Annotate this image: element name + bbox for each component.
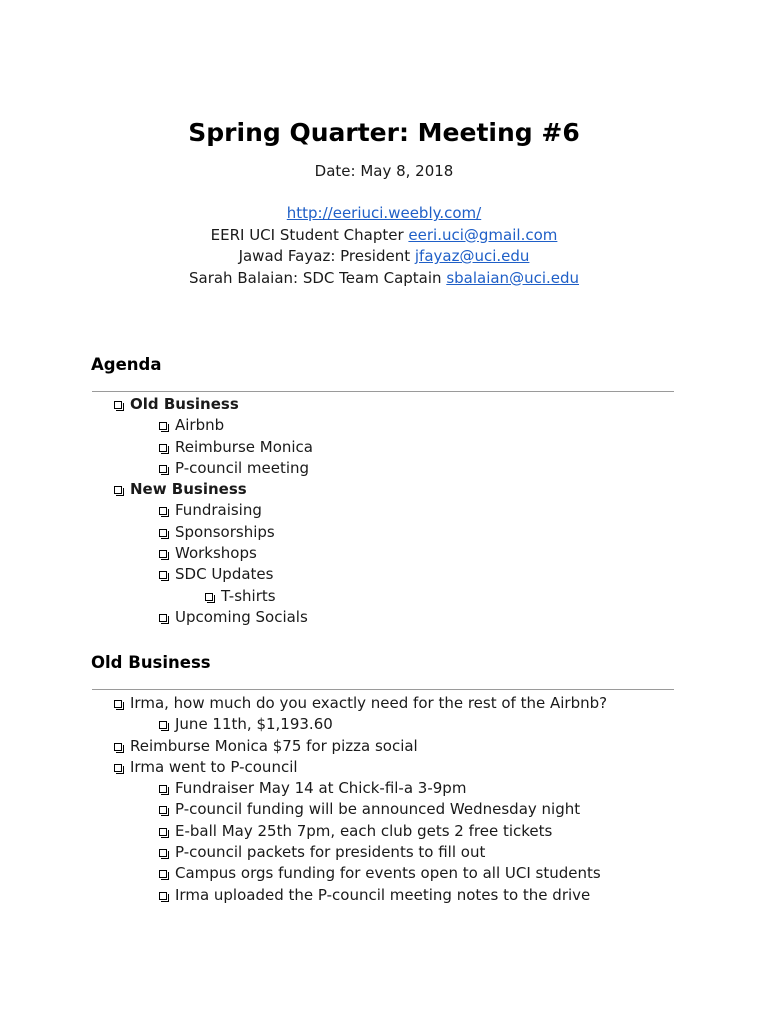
checkbox-shadow-icon — [159, 529, 167, 537]
agenda-divider — [92, 391, 674, 392]
page-title: Spring Quarter: Meeting #6 — [188, 118, 580, 147]
checkbox-shadow-icon — [114, 700, 122, 708]
checkbox-shadow-icon — [159, 444, 167, 452]
checkbox-shadow-icon — [114, 743, 122, 751]
captain-line — [0, 268, 768, 290]
checkbox-shadow-icon — [159, 785, 167, 793]
checkbox-shadow-icon — [159, 465, 167, 473]
checkbox-shadow-icon — [159, 550, 167, 558]
list-item: SDC Updates — [0, 564, 768, 585]
list-item: New Business — [0, 479, 768, 500]
checkbox-shadow-icon — [159, 721, 167, 729]
checkbox-shadow-icon — [114, 401, 122, 409]
list-item: Irma, how much do you exactly need for the rest of the Airbnb? — [0, 693, 768, 714]
checkbox-shadow-icon — [159, 507, 167, 515]
president-text: Jawad Fayaz: President — [238, 247, 411, 265]
list-item: Old Business — [0, 394, 768, 415]
old-business-divider — [92, 689, 674, 690]
list-item: Reimburse Monica $75 for pizza social — [0, 736, 768, 757]
list-item: P-council funding will be announced Wednesday night — [0, 799, 768, 820]
checkbox-shadow-icon — [159, 849, 167, 857]
captain-text: Sarah Balaian: SDC Team Captain — [188, 268, 442, 287]
list-item: P-council meeting — [0, 458, 768, 479]
list-item: Reimburse Monica — [0, 437, 768, 458]
meeting-date: Date: May 8, 2018 — [314, 162, 454, 180]
list-item: Irma uploaded the P-council meeting notes to the drive — [0, 885, 768, 906]
list-item: E-ball May 25th 7pm, each club gets 2 free tickets — [0, 821, 768, 842]
list-item: Fundraiser May 14 at Chick-fil-a 3-9pm — [0, 778, 768, 799]
checkbox-shadow-icon — [114, 486, 122, 494]
list-item: Sponsorships — [0, 522, 768, 543]
president-email-link[interactable]: jfayaz@uci.edu — [414, 247, 530, 265]
contact-block — [0, 203, 768, 289]
checkbox-shadow-icon — [114, 764, 122, 772]
checkbox-shadow-icon — [159, 828, 167, 836]
president-line — [0, 246, 768, 268]
list-item: P-council packets for presidents to fill out — [0, 842, 768, 863]
chapter-email-link[interactable]: eeri.uci@gmail.com — [408, 225, 558, 244]
old-business-list — [0, 693, 768, 906]
list-item: Upcoming Socials — [0, 607, 768, 628]
list-item: Campus orgs funding for events open to all UCI students — [0, 863, 768, 884]
list-item: Irma went to P-council — [0, 757, 768, 778]
checkbox-shadow-icon — [205, 593, 213, 601]
list-item: June 11th, $1,193.60 — [0, 714, 768, 735]
list-item: Fundraising — [0, 500, 768, 521]
website-line — [0, 203, 768, 225]
checkbox-shadow-icon — [159, 892, 167, 900]
agenda-heading: Agenda — [91, 355, 162, 374]
list-item: T-shirts — [0, 586, 768, 607]
captain-email-link[interactable]: sbalaian@uci.edu — [446, 268, 580, 287]
checkbox-shadow-icon — [159, 870, 167, 878]
chapter-line — [0, 225, 768, 247]
list-item: Airbnb — [0, 415, 768, 436]
chapter-text: EERI UCI Student Chapter — [210, 225, 404, 244]
checkbox-shadow-icon — [159, 571, 167, 579]
old-business-heading: Old Business — [91, 653, 211, 672]
checkbox-shadow-icon — [159, 806, 167, 814]
agenda-list — [0, 394, 768, 628]
checkbox-shadow-icon — [159, 614, 167, 622]
list-item: Workshops — [0, 543, 768, 564]
website-link[interactable]: http://eeriuci.weebly.com/ — [286, 204, 482, 222]
checkbox-shadow-icon — [159, 422, 167, 430]
